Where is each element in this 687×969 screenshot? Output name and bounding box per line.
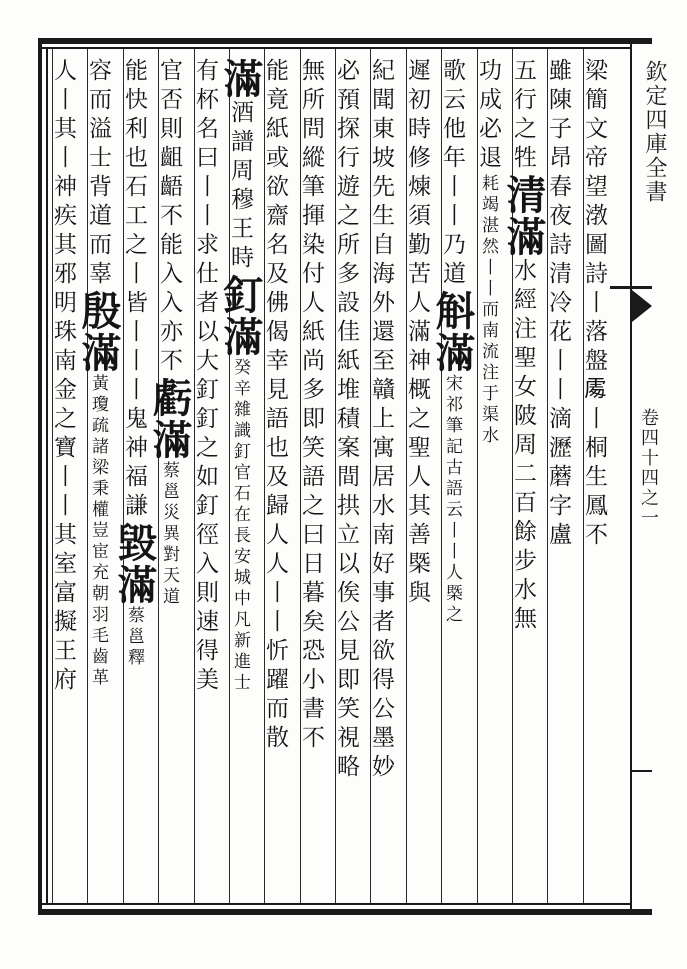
body-text: 瀝蘑字盧 bbox=[545, 435, 571, 551]
fold-margin-rule bbox=[630, 38, 632, 915]
headword: 釘滿 bbox=[217, 274, 264, 358]
annotation-text: 蔡邕釋 bbox=[124, 606, 144, 669]
headword: 毀滿 bbox=[111, 522, 158, 606]
text-column bbox=[298, 58, 333, 900]
body-text: 五行之牲 bbox=[510, 58, 536, 174]
book-title: 欽定四庫全書 bbox=[642, 60, 667, 204]
text-column bbox=[111, 58, 158, 900]
body-text: 官否則齟齬不能入入亦不 bbox=[156, 58, 182, 377]
body-text: 紀聞東坡先生自海外還至贛上寓居水南好事者欲得公墨妙 bbox=[368, 58, 394, 783]
body-text: 求仕者以大釘釘之如釘徑入則速得美 bbox=[192, 232, 218, 696]
border-inner-bottom-rule bbox=[42, 903, 632, 905]
annotation-text: 宋祁筆記古語云丨丨人槩之 bbox=[442, 374, 462, 626]
juan-label: 卷四十四之一 bbox=[638, 408, 659, 528]
headword: 斛滿 bbox=[429, 290, 476, 374]
body-text: 能快利也石工之丨皆丨 bbox=[121, 58, 147, 348]
body-text: 雖陳子昂春夜詩清冷花丨丨滴 bbox=[545, 58, 571, 435]
body-text: 無所問縱筆揮染付人紙尚多即笑語之曰日暮矣恐小書不 bbox=[298, 58, 324, 754]
body-text: 容而溢士背道而辜 bbox=[85, 58, 111, 290]
text-column bbox=[333, 58, 368, 900]
body-text: 水經注聖女陂周二百餘步水無 bbox=[510, 258, 536, 635]
body-text: 能竟紙或欲齋名及佛偈幸見語也及歸人人丨丨忻躍而散 bbox=[262, 58, 288, 754]
fold-lower-bar bbox=[632, 770, 652, 772]
body-text: 丨落盤𠁅丨桐生鳳不 bbox=[581, 290, 607, 551]
headword: 虧滿 bbox=[146, 377, 193, 461]
text-column bbox=[50, 58, 85, 900]
headword: 清滿 bbox=[500, 174, 547, 258]
body-text: 丨丨鬼神福謙 bbox=[121, 348, 147, 522]
body-text: 人滿神概之聖人其善槩與 bbox=[404, 290, 430, 609]
annotation-text: 蔡邕災異對天道 bbox=[159, 461, 179, 608]
annotation-text: 癸辛雜識釘官石在長安城中凡新進士 bbox=[230, 358, 250, 694]
text-column bbox=[404, 58, 439, 900]
body-text: 明珠南金之寶丨丨其室富擬王府 bbox=[50, 290, 76, 696]
body-text: 梁簡文帝望㴾圖詩 bbox=[581, 58, 607, 290]
text-column bbox=[75, 58, 122, 900]
body-text: 有杯名曰丨丨 bbox=[192, 58, 218, 232]
body-text: 人丨其丨神疾其邪 bbox=[50, 58, 76, 290]
body-text: 遲初時修煉須勤苦 bbox=[404, 58, 430, 290]
body-text: 酒譜周穆王時 bbox=[227, 100, 253, 274]
annotation-text: 耗竭湛然丨丨而南流注于渠水 bbox=[478, 174, 498, 447]
annotation-text: 黃瓊疏諸梁秉權豈宦充朝羽毛齒革 bbox=[88, 374, 108, 689]
body-text: 歌云他年丨丨乃道 bbox=[439, 58, 465, 290]
text-column bbox=[217, 58, 264, 900]
body-text: 必預探行遊之所多設佳紙堆積案間拱立以俟公見即笑視略 bbox=[333, 58, 359, 783]
text-column bbox=[368, 58, 403, 900]
text-column bbox=[192, 58, 227, 900]
body-text: 功成必退 bbox=[475, 58, 501, 174]
headword: 殷滿 bbox=[75, 290, 122, 374]
text-column bbox=[146, 58, 193, 900]
border-inner-top-rule bbox=[42, 47, 632, 49]
text-column bbox=[262, 58, 297, 900]
headword: 滿 bbox=[217, 58, 264, 100]
